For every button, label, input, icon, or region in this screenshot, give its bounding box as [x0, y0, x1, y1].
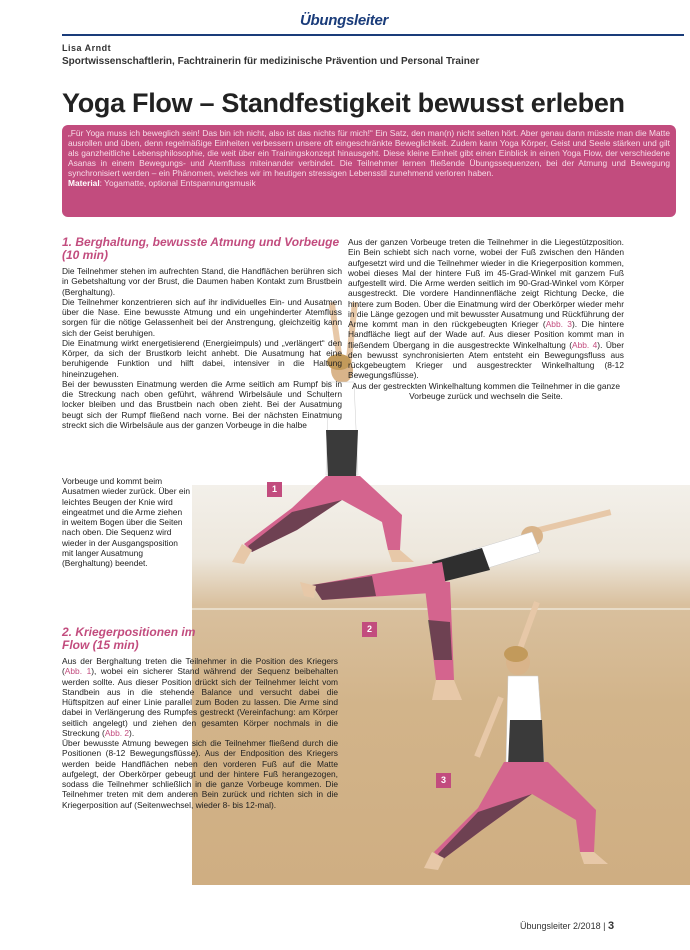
figure-badge-1: 1 [267, 482, 282, 497]
figure-warrior-3 [300, 509, 611, 700]
column2-paragraph [348, 237, 624, 381]
text-run: ). Über den bewusst synchronisierten Atem entsteht ein Bewegungsfluss aus rückgebeugtem Krieger und ausgestreckter Winkelhaltung (8-12 Bewegungsflüsse). [348, 339, 624, 381]
section1-heading: 1. Berghaltung, bewusste Atmung und Vorbeuge (10 min) [62, 235, 340, 262]
section1-paragraph: Die Teilnehmer konzentrieren sich auf ihr individuelles Ein- und Ausatmen über die Nase. Eine bewusste Atmung und ein ungehinderter Atemfluss sorgen für die nötige Gelassenheit bei der Anstrengung, gleichzeitig kann sich der Geist beruhigen. [62, 296, 342, 338]
column2-paragraph: Aus der gestreckten Winkelhaltung kommen die Teilnehmer in die ganze Vorbeuge zurück und wechseln die Seite. [352, 380, 620, 401]
section1-paragraph: Bei der bewussten Einatmung werden die Arme seitlich am Rumpf bis in die Streckung nach oben geführt, während Wirbelsäule und Schultern locker bleiben und das Brustbein nach oben zieht. Bei der Ausatmung beugt sich der Rumpf fließend nach vorne. Bei der nächsten Einatmung streckt sich die Wirbelsäule aus der ganzen Vorbeuge in die halbe [62, 378, 342, 430]
column2-body [348, 237, 624, 401]
footer-magazine: Übungsleiter [520, 921, 571, 931]
intro-text: „Für Yoga muss ich beweglich sein! Das bin ich nicht, also ist das nichts für mich!“ Ein Satz, den man(n) nicht selten hört. Aber genau dann müsste man die Matte ausrollen und üben, denn regelmäßige Einheiten verbessern unsere oft eingeschränkte Beweglichkeit. Zudem kann Yoga Körper, Geist und Seele stärken und gilt als ganzheitliche Lebensphilosophie, die weit über ein Trainingskonzept hinausgeht. Diese kleine Einheit gibt einen Einblick in einen Yoga Flow, der verschiedene Asanas in einem Bewegungs- und Atemfluss miteinander verbindet. Die Teilnehmer lernen fließende Übungssequenzen, bei der Atmung und Bewegung synchronisiert werden – ein Phänomen, welches wir im heutigen stressigen Lebensstil zunehmend verloren haben. [68, 128, 670, 179]
page-footer [520, 920, 614, 932]
text-run: Aus der Berghaltung treten die Teilnehmer in die Position des Kriegers ( [62, 656, 338, 677]
figure-badge-2: 2 [362, 622, 377, 637]
text-run: ), wobei ein sicherer Stand während der Sequenz beibehalten werden sollte. Aus dieser Position drückt sich der Teilnehmer leicht vom Standbein aus in die stehende Balance und versucht dabei die Hüftspitzen auf einer Linie parallel zum Boden zu lassen. Die Arme sind dabei in Verlängerung des Rumpfes gestreckt (Vereinfachung: am Körper seitlich angelegt) und ziehen den gesamten Körper nochmals in die Streckung ( [62, 666, 338, 738]
section1-body-continued [62, 476, 190, 568]
section2-paragraph [62, 656, 338, 738]
page-number: 3 [607, 920, 615, 932]
figure-reference: Abb. 3 [545, 319, 572, 329]
article-title: Yoga Flow – Standfestigkeit bewusst erleben [62, 88, 625, 118]
section1-paragraph: Vorbeuge und kommt beim Ausatmen wieder zurück. Über ein leichtes Beugen der Knie wird eingeatmet und die Arme ziehen in weitem Bogen über die Seiten nach oben. Die Sequenz wird wieder in der Ausgangsposition mit langer Ausatmung (Berghaltung) beendet. [62, 476, 191, 568]
footer-issue: 2/2018 [573, 921, 601, 931]
footer-divider: | [603, 921, 606, 931]
figure-reference: Abb. 2 [104, 727, 130, 738]
figure-reference: Abb. 4 [571, 339, 598, 350]
text-run: ). Die hintere Handfläche liegt auf der Wade auf. Aus dieser Position kommt man in fließendem Übergang in die ausgestreckte Winkelhaltung ( [348, 319, 624, 350]
figure-reference: Abb. 1 [64, 666, 92, 677]
masthead-rule [62, 34, 684, 36]
author-name: Lisa Arndt [62, 43, 112, 53]
section2-paragraph: Über bewusste Atmung bewegen sich die Teilnehmer fließend durch die Positionen (8-12 Bewegungsflüsse). Aus der Endposition des Kriegers werden beide Handflächen neben den vorderen Fuß auf die Matte aufgelegt, der Oberkörper gebeugt und der hintere Fuß herangezogen, sodass die Teilnehmer schließlich in die ganze Vorbeuge kommen. Die Teilnehmer treten mit dem anderen Bein zurück und richten sich in die Kriegerposition auf (Seitenwechsel, wieder 8- bis 12-mal). [62, 738, 338, 810]
material-label: Material [68, 178, 100, 189]
text-run: ). [129, 727, 135, 738]
section1-body [62, 266, 342, 430]
material-text: : Yogamatte, optional Entspannungsmusik [99, 178, 256, 189]
section1-paragraph: Die Teilnehmer stehen im aufrechten Stand, die Handflächen berühren sich in Gebetshaltung vor der Brust, die Daumen haben Kontakt zum Brustbein (Berghaltung). [62, 266, 342, 297]
figure-badge-3: 3 [436, 773, 451, 788]
section2-body [62, 656, 338, 810]
section1-paragraph: Die Einatmung wirkt energetisierend (Energieimpuls) und „verlängert“ den Körper, da sich der Brustkorb leicht anhebt. Die Ausatmung hat eine beruhigende Funktion und hilft dabei, intensiver in die Haltung hineinzugehen. [62, 337, 342, 379]
text-run: Aus der ganzen Vorbeuge treten die Teilnehmer in die Liegestützposition. Ein Bein schiebt sich nach vorne, wobei der Fuß zwischen den Händen aufgesetzt wird und die Teilnehmer wieder in die Kriegerposition kommen, wobei dieses Mal der hintere Fuß im 45-Grad-Winkel mit ganzem Fuß aufgestellt wird. Die Arme werden seitlich im 90-Grad-Winkel vom Körper ausgestreckt. Die vordere Handinnenfläche zeigt Richtung Decke, die hintere zum Boden. Über die Einatmung wird der Oberkörper wieder mehr in die Länge gezogen und mit bewusster Ausatmung und Rückführung der Arme kommt man in den rückgebeugten Krieger ( [348, 237, 624, 329]
intro-box [62, 125, 676, 217]
author-role: Sportwissenschaftlerin, Fachtrainerin für medizinische Prävention und Personal Trainer [62, 56, 480, 67]
section2-heading: 2. Kriegerpositionen im Flow (15 min) [62, 625, 196, 652]
masthead-logo: Übungsleiter [300, 12, 389, 29]
